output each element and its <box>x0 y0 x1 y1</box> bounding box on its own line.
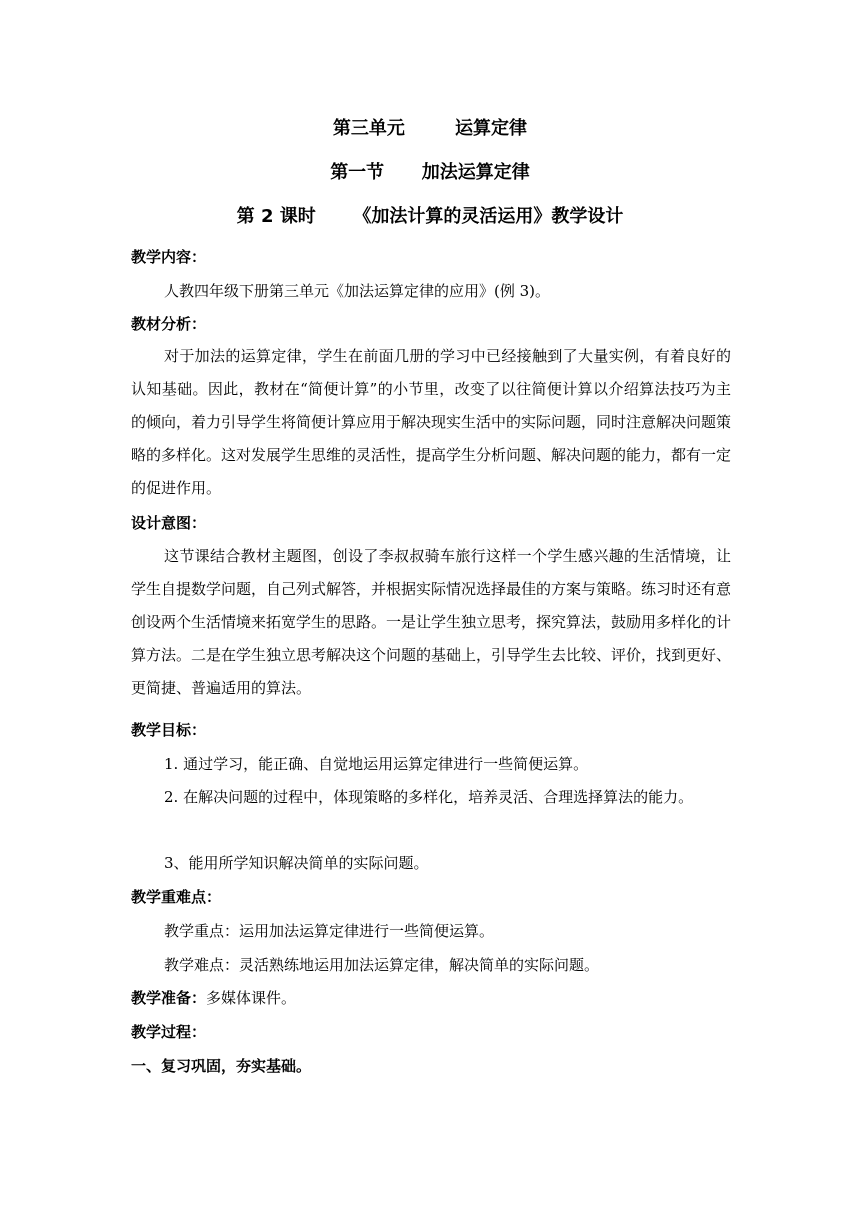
section-title: 第一节 加法运算定律 <box>330 162 530 183</box>
preparation-heading: 教学准备： <box>131 989 207 1007</box>
process-step-1: 一、复习巩固，夯实基础。 <box>131 1057 312 1075</box>
analysis-paragraph: 对于加法的运算定律，学生在前面几册的学习中已经接触到了大量实例，有着良好的认知基础。因此，教材在“简便计算”的小节里，改变了以往简便计算以介绍算法技巧为主的倾向，着力引导学生将简便计算应用于解决现实生活中的实际问题，同时注意解决问题策略的多样化。这对发展学生思维的灵活性，提高学生分析问题、解决问题的能力，都有一定的促进作用。 <box>131 347 732 497</box>
unit-title: 第三单元 运算定律 <box>332 118 528 139</box>
goals-heading: 教学目标： <box>131 721 207 739</box>
preparation-text: 多媒体课件。 <box>206 989 297 1007</box>
goal-item-3: 3、能用所学知识解决简单的实际问题。 <box>164 854 429 872</box>
difficulty-point: 教学难点：灵活熟练地运用加法运算定律，解决简单的实际问题。 <box>164 956 600 974</box>
preparation-row <box>131 988 731 1008</box>
intent-paragraph: 这节课结合教材主题图，创设了李叔叔骑车旅行这样一个学生感兴趣的生活情境，让学生自提数学问题，自己列式解答，并根据实际情况选择最佳的方案与策略。练习时还有意创设两个生活情境来拓宽学生的思路。一是让学生独立思考，探究算法，鼓励用多样化的计算方法。二是在学生独立思考解决这个问题的基础上，引导学生去比较、评价，找到更好、更简捷、普遍适用的算法。 <box>131 547 732 697</box>
goal-item-2: 2. 在解决问题的过程中，体现策略的多样化，培养灵活、合理选择算法的能力。 <box>164 788 694 806</box>
goal-item-1: 1. 通过学习，能正确、自觉地运用运算定律进行一些简便运算。 <box>164 755 589 773</box>
content-heading: 教学内容： <box>131 248 207 266</box>
key-point: 教学重点：运用加法运算定律进行一些简便运算。 <box>164 922 495 940</box>
lesson-title: 第 2 课时 《加法计算的灵活运用》教学设计 <box>236 206 624 227</box>
process-heading: 教学过程： <box>131 1023 207 1041</box>
analysis-heading: 教材分析： <box>131 315 207 333</box>
intent-heading: 设计意图： <box>131 514 207 532</box>
keypoints-heading: 教学重难点： <box>131 888 222 906</box>
content-text: 人教四年级下册第三单元《加法运算定律的应用》(例 3)。 <box>164 282 551 300</box>
